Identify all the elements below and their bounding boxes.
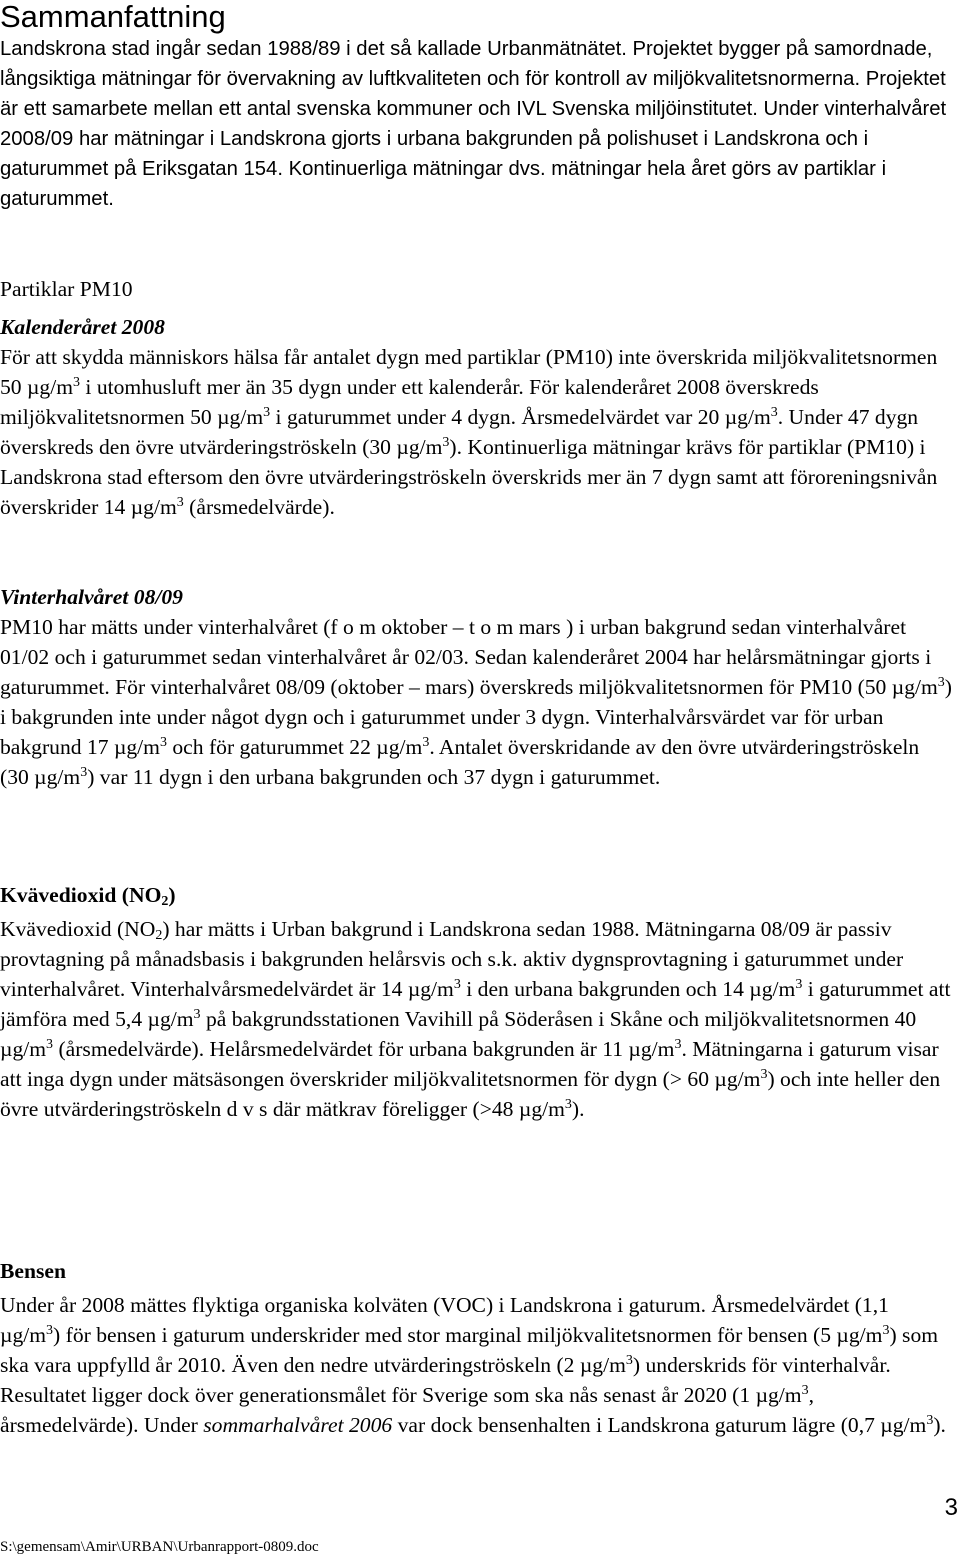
superscript: 3	[801, 1383, 809, 1398]
text-run: i gaturummet att jämföra med 5,4 µg/m	[0, 977, 951, 1031]
text-run: på bakgrundsstationen Vavihill på Söderåsen i Skåne och miljökvalitetsnormen 40 µg/m	[0, 1007, 917, 1061]
superscript: 3	[193, 1007, 201, 1022]
benzene-paragraph	[0, 1290, 952, 1440]
text-run: (årsmedelvärde).	[183, 495, 335, 519]
text-run: (årsmedelvärde). Helårsmedelvärdet för urbana bakgrunden är 11 µg/m	[53, 1037, 675, 1061]
superscript: 3	[73, 375, 81, 390]
text-run: , årsmedelvärde). Under	[0, 1383, 815, 1437]
superscript: 3	[926, 1413, 934, 1428]
text-run: ) och inte heller den övre utvärderingströskeln d v s där mätkrav föreligger (>48 µg/m	[0, 1067, 941, 1121]
text-run: i gaturummet under 4 dygn. Årsmedelvärdet var 20 µg/m	[270, 405, 771, 429]
superscript: 3	[176, 495, 184, 510]
text-run: i den urbana bakgrunden och 14 µg/m	[460, 977, 796, 1001]
italic-run: sommarhalvåret 2006	[203, 1413, 393, 1437]
pm10-winter-paragraph	[0, 612, 952, 792]
superscript: 3	[263, 405, 271, 420]
superscript: 3	[422, 735, 430, 750]
superscript: 3	[564, 1097, 572, 1112]
superscript: 3	[937, 675, 945, 690]
superscript: 3	[453, 977, 461, 992]
text-run: . Mätningarna i gaturum visar att inga dygn under mätsäsongen överskrider miljökvalitetsnormen för dygn (> 60 µg/m	[0, 1037, 939, 1091]
text-run: . Under 47 dygn överskreds den övre utvärderingströskeln (30 µg/m	[0, 405, 919, 459]
text-run: ) har mätts i Urban bakgrund i Landskrona sedan 1988. Mätningarna 08/09 är passiv provtagning på månadsbasis i bakgrunden helårsvis och s.k. aktiv dygnsprovtagning i gaturummet under vinterhalvåret. Vinterhalvårsmedelvärdet är 14 µg/m	[0, 917, 904, 1001]
text-run: och för gaturummet 22 µg/m	[166, 735, 423, 759]
text-run: ).	[571, 1097, 585, 1121]
text-run: ) underskrids för vinterhalvår. Resultatet ligger dock över generationsmålet för Sverige som ska nås senast år 2020 (1 µg/m	[0, 1353, 891, 1407]
text-run: ) som ska vara uppfylld år 2010. Även den nedre utvärderingströskeln (2 µg/m	[0, 1323, 939, 1377]
superscript: 3	[770, 405, 778, 420]
superscript: 3	[760, 1067, 768, 1082]
subscript: 2	[161, 894, 169, 909]
page-number: 3	[944, 1494, 958, 1521]
superscript: 3	[46, 1323, 54, 1338]
footer-file-path: S:\gemensam\Amir\URBAN\Urbanrapport-0809.doc	[0, 1539, 319, 1555]
superscript: 3	[80, 765, 88, 780]
text-run: ).	[933, 1413, 946, 1437]
calendar-year-heading: Kalenderåret 2008	[0, 315, 165, 339]
text-run: Kvävedioxid (NO	[0, 917, 156, 941]
page-title: Sammanfattning	[0, 0, 226, 34]
text-run: . Antalet överskridande av den övre utvärderingströskeln (30 µg/m	[0, 735, 920, 789]
text-run: )	[168, 883, 176, 907]
text-run: Under år 2008 mättes flyktiga organiska kolväten (VOC) i Landskrona i gaturum. Årsmedelvärdet (1,1 µg/m	[0, 1293, 889, 1347]
superscript: 3	[46, 1037, 54, 1052]
benzene-heading: Bensen	[0, 1259, 66, 1283]
text-run: För att skydda människors hälsa får antalet dygn med partiklar (PM10) inte överskrida miljökvalitetsnormen 50 µg/m	[0, 345, 938, 399]
text-run: ) för bensen i gaturum underskrider med stor marginal miljökvalitetsnormen för bensen (5 µg/m	[53, 1323, 883, 1347]
superscript: 3	[795, 977, 803, 992]
superscript: 3	[882, 1323, 890, 1338]
summary-paragraph: Landskrona stad ingår sedan 1988/89 i det så kallade Urbanmätnätet. Projektet bygger på samordnade, långsiktiga mätningar för övervakning av luftkvaliteten och för kontroll av miljökvalitetsnormerna. Projektet är ett samarbete mellan ett antal svenska kommuner och IVL Svenska miljöinstitutet. Under vinterhalvåret 2008/09 har mätningar i Landskrona gjorts i urbana bakgrunden på polishuset i Landskrona och i gaturummet på Eriksgatan 154. Kontinuerliga mätningar dvs. mätningar hela året görs av partiklar i gaturummet.	[0, 38, 947, 210]
superscript: 3	[625, 1353, 633, 1368]
text-run: ) var 11 dygn i den urbana bakgrunden och 37 dygn i gaturummet.	[87, 765, 661, 789]
text-run: i utomhusluft mer än 35 dygn under ett kalenderår. För kalenderåret 2008 överskreds miljökvalitetsnormen 50 µg/m	[0, 375, 819, 429]
no2-paragraph	[0, 914, 952, 1124]
text-run: PM10 har mätts under vinterhalvåret (f o m oktober – t o m mars ) i urban bakgrund sedan vinterhalvåret 01/02 och i gaturummet sedan vinterhalvåret år 02/03. Sedan kalenderåret 2004 har helårsmätningar gjorts i gaturummet. För vinterhalvåret 08/09 (oktober – mars) överskreds miljökvalitetsnormen för PM10 (50 µg/m	[0, 615, 938, 699]
text-run: var dock bensenhalten i Landskrona gaturum lägre (0,7 µg/m	[392, 1413, 927, 1437]
superscript: 3	[674, 1037, 682, 1052]
subscript: 2	[155, 928, 163, 943]
text-run: ) i bakgrunden inte under något dygn och i gaturummet under 3 dygn. Vinterhalvårsvärdet var för urban bakgrund 17 µg/m	[0, 675, 952, 759]
no2-heading	[0, 880, 176, 910]
text-run: ). Kontinuerliga mätningar krävs för partiklar (PM10) i Landskrona stad eftersom den övre utvärderingströskeln överskrids mer än 7 dygn samt att föroreningsnivån överskrider 14 µg/m	[0, 435, 938, 519]
winter-half-heading: Vinterhalvåret 08/09	[0, 585, 183, 609]
pm10-calendar-paragraph	[0, 342, 952, 522]
text-run: Kvävedioxid (NO	[0, 883, 162, 907]
superscript: 3	[442, 435, 450, 450]
pm10-heading: Partiklar PM10	[0, 277, 133, 301]
superscript: 3	[159, 735, 167, 750]
